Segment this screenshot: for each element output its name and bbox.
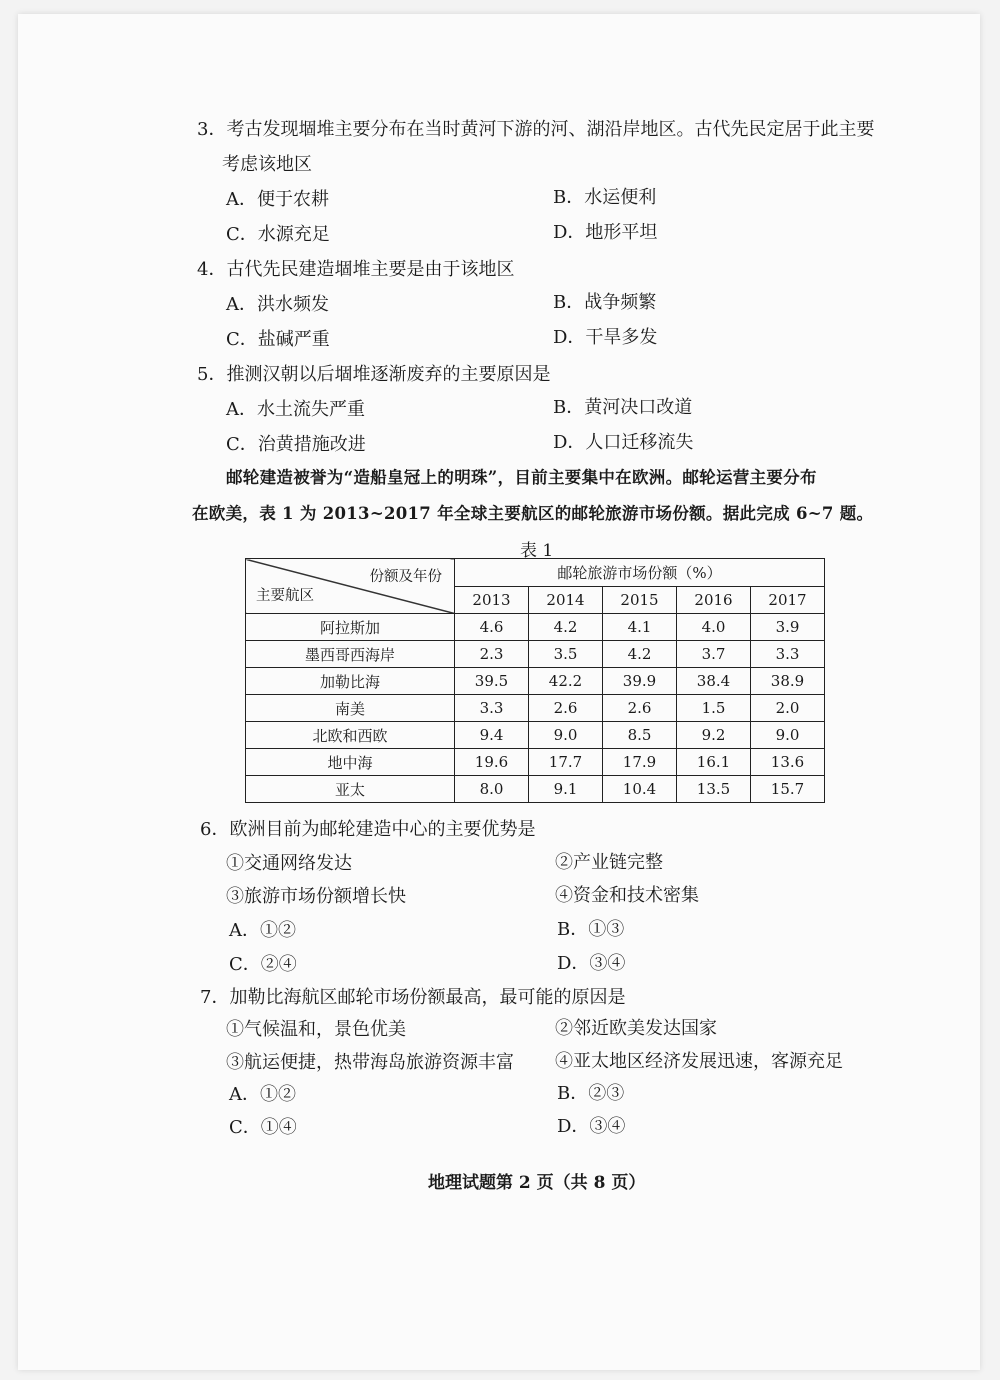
region-name-cell: 北欧和西欧	[246, 722, 455, 749]
q4-option-c: C．盐碱严重	[226, 329, 330, 350]
share-value-cell: 2.3	[455, 641, 529, 668]
q5-option-b: B．黄河决口改道	[553, 397, 693, 418]
q6-stem: 6．欧洲目前为邮轮建造中心的主要优势是	[200, 819, 536, 840]
q7-option-d: D．③④	[557, 1116, 626, 1137]
share-value-cell: 16.1	[677, 749, 751, 776]
share-value-cell: 4.2	[603, 641, 677, 668]
q7-stem: 7．加勒比海航区邮轮市场份额最高，最可能的原因是	[200, 987, 626, 1008]
q5-stem: 5．推测汉朝以后堌堆逐渐废弃的主要原因是	[197, 364, 551, 385]
table-row	[246, 776, 825, 803]
page-footer: 地理试题第 2 页（共 8 页）	[428, 1173, 646, 1193]
q6-statement-4: ④资金和技术密集	[555, 885, 699, 906]
q7-option-c: C．①④	[229, 1117, 297, 1138]
q6-option-c: C．②④	[229, 954, 297, 975]
region-name-cell: 地中海	[246, 749, 455, 776]
group-header: 邮轮旅游市场份额（%）	[455, 559, 825, 587]
q7-statement-4: ④亚太地区经济发展迅速，客源充足	[555, 1051, 843, 1072]
q7-statement-2: ②邻近欧美发达国家	[555, 1018, 717, 1039]
q4-stem: 4．古代先民建造堌堆主要是由于该地区	[197, 259, 515, 280]
q4-option-b: B．战争频繁	[553, 292, 657, 313]
market-share-table	[245, 558, 825, 803]
q6-option-d: D．③④	[557, 953, 626, 974]
q6-option-b: B．①③	[557, 919, 625, 940]
q5-option-d: D．人口迁移流失	[553, 432, 694, 453]
q7-statement-3: ③航运便捷，热带海岛旅游资源丰富	[226, 1052, 514, 1073]
q3-option-c: C．水源充足	[226, 224, 330, 245]
q3-option-b: B．水运便利	[553, 187, 657, 208]
table-row	[246, 641, 825, 668]
share-value-cell: 2.6	[529, 695, 603, 722]
q3-option-a: A．便于农耕	[226, 189, 329, 210]
share-value-cell: 2.0	[751, 695, 825, 722]
share-value-cell: 38.9	[751, 668, 825, 695]
table-row	[246, 668, 825, 695]
intro-paragraph-line1: 邮轮建造被誉为“造船皇冠上的明珠”，目前主要集中在欧洲。邮轮运营主要分布	[226, 468, 817, 487]
share-value-cell: 9.1	[529, 776, 603, 803]
year-header-cell: 2013	[455, 586, 529, 614]
share-value-cell: 3.7	[677, 641, 751, 668]
share-value-cell: 1.5	[677, 695, 751, 722]
q3-stem-cont: 考虑该地区	[222, 154, 312, 175]
share-value-cell: 42.2	[529, 668, 603, 695]
year-header-cell: 2017	[751, 586, 825, 614]
q6-statement-3: ③旅游市场份额增长快	[226, 886, 406, 907]
share-value-cell: 13.6	[751, 749, 825, 776]
share-value-cell: 9.4	[455, 722, 529, 749]
year-header-cell: 2016	[677, 586, 751, 614]
q7-option-b: B．②③	[557, 1083, 625, 1104]
share-value-cell: 38.4	[677, 668, 751, 695]
table-corner-cell	[246, 559, 455, 614]
region-name-cell: 墨西哥西海岸	[246, 641, 455, 668]
share-value-cell: 3.3	[751, 641, 825, 668]
share-value-cell: 4.6	[455, 614, 529, 641]
q3-stem: 3．考古发现堌堆主要分布在当时黄河下游的河、湖沿岸地区。古代先民定居于此主要	[197, 119, 875, 140]
q5-option-c: C．治黄措施改进	[226, 434, 366, 455]
share-value-cell: 4.2	[529, 614, 603, 641]
share-value-cell: 9.2	[677, 722, 751, 749]
share-value-cell: 13.5	[677, 776, 751, 803]
share-value-cell: 19.6	[455, 749, 529, 776]
year-header-cell: 2015	[603, 586, 677, 614]
share-value-cell: 9.0	[529, 722, 603, 749]
share-value-cell: 15.7	[751, 776, 825, 803]
share-value-cell: 39.5	[455, 668, 529, 695]
share-value-cell: 39.9	[603, 668, 677, 695]
share-value-cell: 3.5	[529, 641, 603, 668]
q6-option-a: A．①②	[229, 920, 296, 941]
share-value-cell: 4.1	[603, 614, 677, 641]
table-caption: 表 1	[520, 541, 554, 561]
year-header-cell: 2014	[529, 586, 603, 614]
q4-option-d: D．干旱多发	[553, 327, 658, 348]
share-value-cell: 17.9	[603, 749, 677, 776]
q4-option-a: A．洪水频发	[226, 294, 329, 315]
table-header-row	[246, 559, 825, 587]
share-value-cell: 9.0	[751, 722, 825, 749]
share-value-cell: 8.0	[455, 776, 529, 803]
share-value-cell: 10.4	[603, 776, 677, 803]
q6-statement-1: ①交通网络发达	[226, 853, 352, 874]
region-name-cell: 阿拉斯加	[246, 614, 455, 641]
corner-top-label: 份额及年份	[369, 569, 442, 585]
region-name-cell: 加勒比海	[246, 668, 455, 695]
table-row	[246, 749, 825, 776]
q3-option-d: D．地形平坦	[553, 222, 658, 243]
table-row	[246, 695, 825, 722]
q6-statement-2: ②产业链完整	[555, 852, 663, 873]
share-value-cell: 3.9	[751, 614, 825, 641]
intro-paragraph-line2: 在欧美，表 1 为 2013~2017 年全球主要航区的邮轮旅游市场份额。据此完成 6~7 题。	[192, 504, 874, 523]
share-value-cell: 17.7	[529, 749, 603, 776]
region-name-cell: 亚太	[246, 776, 455, 803]
share-value-cell: 2.6	[603, 695, 677, 722]
q7-option-a: A．①②	[229, 1084, 296, 1105]
region-name-cell: 南美	[246, 695, 455, 722]
share-value-cell: 4.0	[677, 614, 751, 641]
q7-statement-1: ①气候温和，景色优美	[226, 1019, 406, 1040]
table-row	[246, 722, 825, 749]
table-row	[246, 614, 825, 641]
share-value-cell: 8.5	[603, 722, 677, 749]
corner-bottom-label: 主要航区	[256, 588, 314, 604]
q5-option-a: A．水土流失严重	[226, 399, 365, 420]
share-value-cell: 3.3	[455, 695, 529, 722]
